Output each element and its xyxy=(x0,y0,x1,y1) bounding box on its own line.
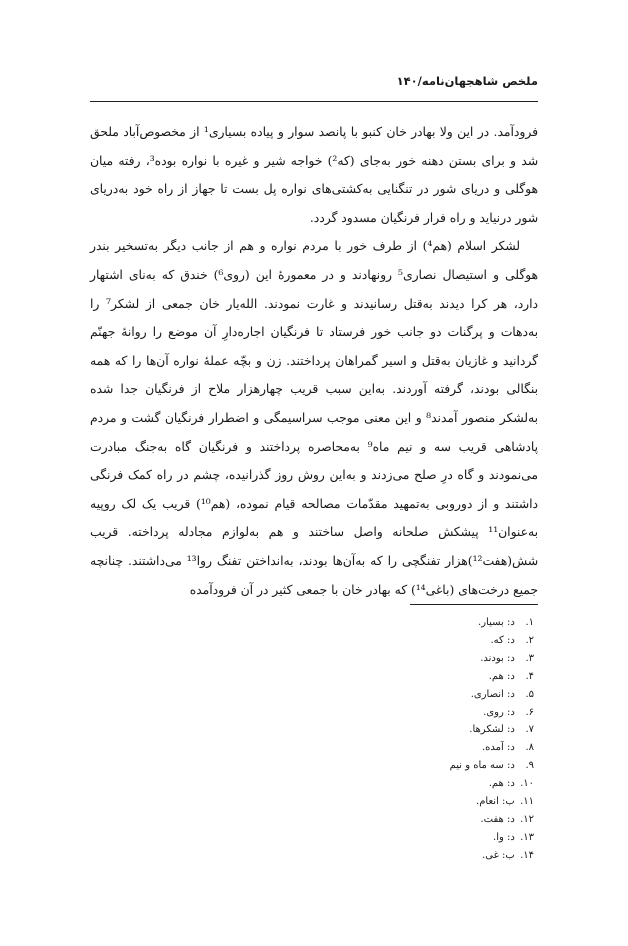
footnote-number: ۹. xyxy=(525,760,534,772)
footnote-number: ۸. xyxy=(525,742,534,754)
footnote xyxy=(334,793,534,811)
footnote-number: ۴. xyxy=(525,670,534,682)
footnote-text: د: انصاری. xyxy=(470,688,515,700)
footnote-number: ۲. xyxy=(525,634,534,646)
paragraph: لشکر اسلام (هم⁴) از طرف خور با مردم نواره و هم از جانب دیگر به‌تسخیر بندر هوگلی و استیصال نصاری⁵ رونهادند و در معمورهٔ این (روی⁶) خندق که به‌نای اشتهار دارد، هر کرا دیدند به‌قتل رسانیدند و غارت نمودند. الله‌یار خان جمعی از لشکر⁷ را به‌دهات و پرگنات دو جانب خور فرستاد تا فرنگیان اجاره‌دارِ آن موضع را روانهٔ جهنّم گردانید و غازیان به‌قتل و اسیر گمراهان پرداختند. زن و بچّه عملهٔ نواره آن‌ها را که همه بنگالی بودند، گرفته آوردند. به‌این سبب قریب چهارهزار ملاح از فرنگیان جدا شده به‌لشکر منصور آمدند⁸ و این معنی موجب سراسیمگی و اضطرار فرنگیان گشت و مردم پادشاهی قریب سه و نیم ماه⁹ به‌محاصره پرداختند و فرنگیان گاه به‌جنگ مبادرت می‌نمودند و گاه درِ صلح می‌زدند و به‌این روش روز گذرانیده، چشم در راه کمک فرنگی داشتند و از دوروبی به‌تمهید مقدّمات مصالحه قیام نموده، (هم¹⁰) قریب یک لک روپیه به‌عنوان¹¹ پیشکش صلحانه واصل ساختند و هم به‌لوازم مجادله پرداخته. قریب شش(هفت¹²)هزار تفنگچی را که به‌آن‌ها بودند، به‌انداختن تفنگ روا¹³ می‌داشتند. چنانچه جمیع درخت‌های (باغی¹⁴) که بهادر خان با جمعی کثیر در آن فرودآمده xyxy=(90,239,539,597)
footnote xyxy=(334,721,534,739)
footnote-number: ۶. xyxy=(525,706,534,718)
footnote xyxy=(334,775,534,793)
footnote xyxy=(334,811,534,829)
footnote-text: د: هفت. xyxy=(480,813,515,825)
footnote-text: د: لشکرها. xyxy=(469,724,515,736)
footnote-separator xyxy=(410,604,538,605)
body-text xyxy=(90,118,538,604)
footnote-number: ۱۱. xyxy=(520,796,534,808)
footnote xyxy=(334,757,534,775)
footnote-text: د: که. xyxy=(490,634,515,646)
footnote xyxy=(334,614,534,632)
footnote-text: د: هم. xyxy=(488,670,515,682)
footnote xyxy=(334,668,534,686)
footnote-text: د: بسیار. xyxy=(478,617,515,628)
footnote xyxy=(334,829,534,847)
footnote-number: ۱۳. xyxy=(520,831,534,843)
footnote-text: ب: غی. xyxy=(482,849,515,861)
footnote-number: ۱۴. xyxy=(520,849,534,861)
footnote-number: ۷. xyxy=(525,724,534,736)
footnote xyxy=(334,704,534,722)
footnote-text: ب: انعام. xyxy=(476,796,515,808)
paragraph: فرودآمد. در این ولا بهادر خان کنبو با پانصد سوار و پیاده بسیاری¹ از مخصوص‌آباد ملحق شد و برای بستن دهنه خور به‌جای (که²) خواجه شیر و غیره با نواره بوده³، رفته میان هوگلی و دریای شور در تنگنایی به‌کشتی‌های نواره پل بست تا جهاز از راه خود به‌دریای شور درنیاید و راه فرار فرنگیان مسدود گردد. xyxy=(90,125,538,225)
footnote-text: د: سه ماه و نیم xyxy=(449,760,515,772)
footnote-number: ۵. xyxy=(525,688,534,700)
footnote xyxy=(334,739,534,757)
footnote-text: د: روی. xyxy=(483,706,515,718)
footnote xyxy=(334,847,534,865)
footnote-number: ۱۲. xyxy=(520,813,534,825)
footnote xyxy=(334,650,534,668)
footnote xyxy=(334,686,534,704)
footnote-number: ۳. xyxy=(525,652,534,664)
footnote xyxy=(334,632,534,650)
header-rule xyxy=(90,101,538,102)
footnote-text: د: آمده. xyxy=(482,742,515,754)
footnote-text: د: بودند. xyxy=(480,652,515,664)
running-header: ملخص شاهجهان‌نامه/۱۴۰ xyxy=(396,74,538,88)
footnote-text: د: وا. xyxy=(493,831,515,843)
footnotes-list xyxy=(334,614,534,865)
footnote-number: ۱۰. xyxy=(520,778,534,790)
footnote-text: د: هم. xyxy=(488,778,515,790)
footnote-number: ۱. xyxy=(525,617,534,628)
